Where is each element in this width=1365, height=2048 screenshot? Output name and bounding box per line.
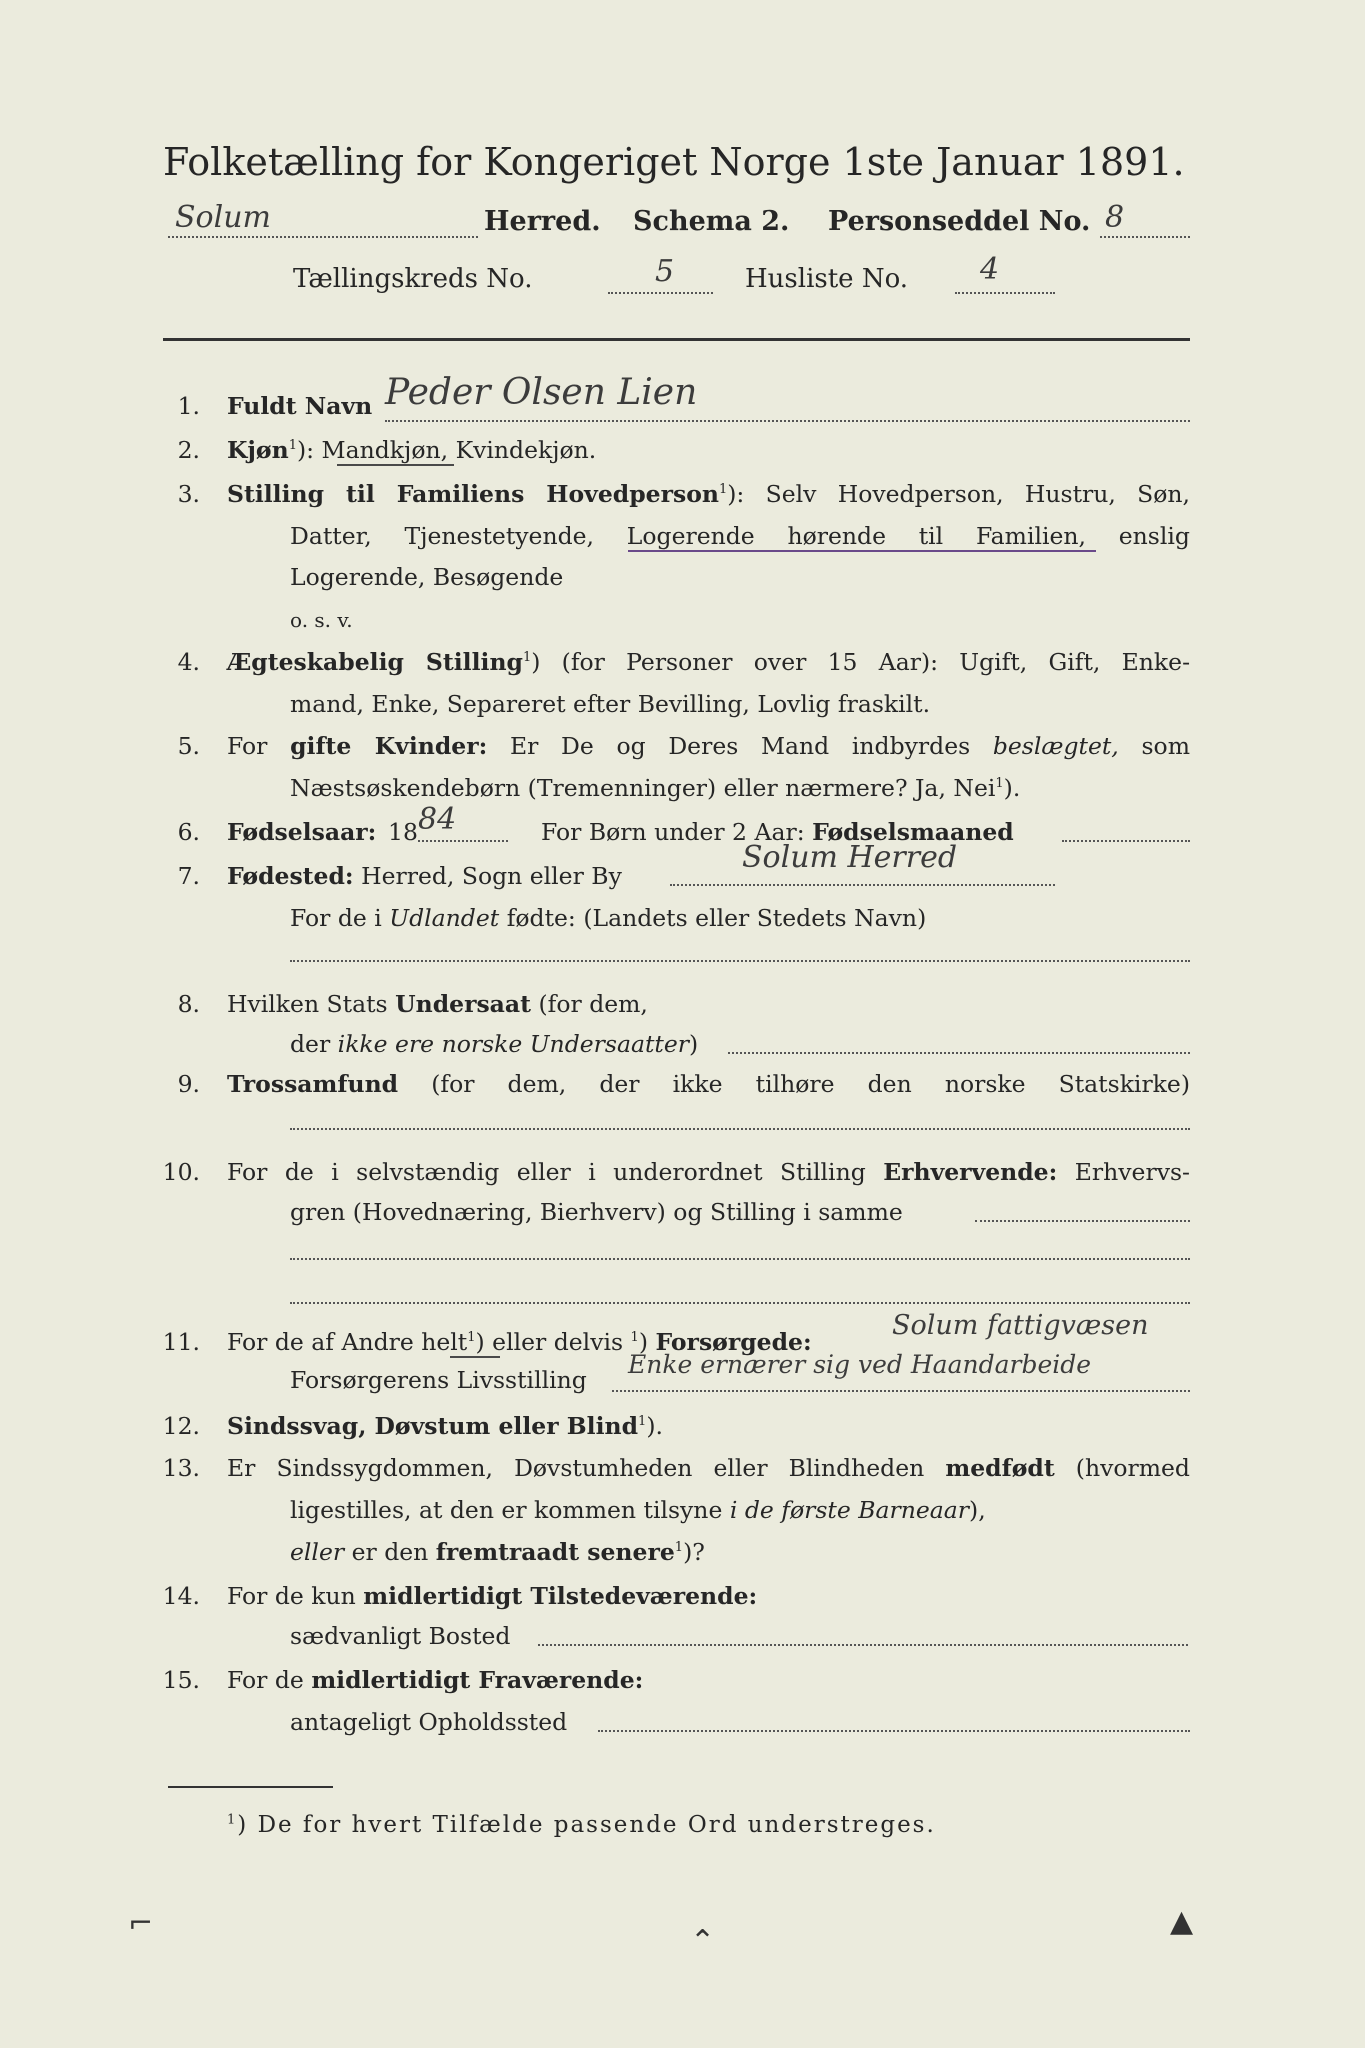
corner-mark-center: ⌃ <box>690 1924 716 1959</box>
item-15-number: 15. <box>162 1666 200 1694</box>
item-10-dotted-line-1 <box>975 1220 1190 1222</box>
item-4-line-2: mand, Enke, Separeret efter Bevilling, Lovlig fraskilt. <box>290 690 931 718</box>
item-2-underline <box>337 464 454 466</box>
item-5-number: 5. <box>177 732 200 760</box>
husliste-dotted-line <box>955 292 1055 294</box>
option-helt: helt <box>421 1328 468 1356</box>
item-9-dotted-line <box>290 1128 1190 1130</box>
item-14-number: 14. <box>162 1582 200 1610</box>
item-7-line-1: Fødested: Herred, Sogn eller By <box>227 862 622 890</box>
item-11-number: 11. <box>162 1328 200 1356</box>
husliste-value: 4 <box>980 252 1000 287</box>
item-15-line-1: For de midlertidigt Fraværende: <box>227 1666 644 1694</box>
item-9-line-1: Trossamfund (for dem, der ikke tilhøre den norske Statskirke) <box>227 1070 1190 1098</box>
footnote: $^1$) De for hvert Tilfælde passende Ord understreges. <box>227 1812 936 1838</box>
herred-label: Herred. <box>484 206 601 237</box>
item-1-name-value: Peder Olsen Lien <box>385 372 698 413</box>
item-8-line-1: Hvilken Stats Undersaat (for dem, <box>227 990 648 1018</box>
item-2-line: Kjøn$^1$): Mandkjøn, Kvindekjøn. <box>227 436 597 464</box>
item-13-number: 13. <box>162 1454 200 1482</box>
item-6-number: 6. <box>177 818 200 846</box>
item-1-dotted-line <box>385 420 1190 422</box>
personseddel-label: Personseddel No. <box>828 206 1091 237</box>
item-6-month-dotted-line <box>1062 840 1190 842</box>
item-11-supported-by-value: Solum fattigvæsen <box>892 1310 1149 1341</box>
herred-value: Solum <box>175 200 271 235</box>
option-mandkjon: Mandkjøn, <box>321 436 449 464</box>
item-8-line-2: der ikke ere norske Undersaatter) <box>290 1030 699 1058</box>
item-1-label: Fuldt Navn <box>227 392 373 420</box>
item-14-line-2: sædvanligt Bosted <box>290 1622 511 1650</box>
footnote-rule <box>168 1786 333 1788</box>
kreds-dotted-line <box>608 292 713 294</box>
item-3-number: 3. <box>177 480 200 508</box>
item-7-dotted-line <box>670 884 1055 886</box>
form-title: Folketælling for Kongeriget Norge 1ste Januar 1891. <box>163 140 1185 184</box>
item-6-rest: For Børn under 2 Aar: Fødselsmaaned <box>541 818 1014 846</box>
schema-label: Schema 2. <box>633 206 790 237</box>
item-10-number: 10. <box>162 1158 200 1186</box>
item-11-underline <box>450 1356 500 1358</box>
item-4-line-1: Ægteskabelig Stilling$^1$) (for Personer over 15 Aar): Ugift, Gift, Enke- <box>227 648 1191 676</box>
item-15-dotted-line <box>598 1730 1190 1732</box>
personseddel-dotted-line <box>1100 236 1190 238</box>
item-3-line-3: Logerende, Besøgende <box>290 563 564 591</box>
item-8-number: 8. <box>177 990 200 1018</box>
item-3-line-1: Stilling til Familiens Hovedperson$^1$): Selv Hovedperson, Hustru, Søn, <box>227 480 1190 508</box>
option-logerende: Logerende <box>626 522 755 550</box>
corner-mark-left: ⌐ <box>128 1906 154 1941</box>
item-4-number: 4. <box>177 648 200 676</box>
item-11-line-1: For de af Andre helt$^1$) eller delvis $^1$) Forsørgede: <box>227 1328 812 1356</box>
item-3-underline <box>628 550 1096 552</box>
item-10-line-2: gren (Hovednæring, Bierhverv) og Stilling i samme <box>290 1198 903 1226</box>
item-11-line-2: Forsørgerens Livsstilling <box>290 1366 587 1394</box>
item-10-line-1: For de i selvstændig eller i underordnet Stilling Erhvervende: Erhvervs- <box>227 1158 1190 1186</box>
item-6-prefix: 18 <box>388 818 418 846</box>
item-9-number: 9. <box>177 1070 200 1098</box>
personseddel-value: 8 <box>1105 200 1125 235</box>
item-13-line-1: Er Sindssygdommen, Døvstumheden eller Blindheden medfødt (hvormed <box>227 1454 1190 1482</box>
item-8-dotted-line <box>728 1052 1190 1054</box>
item-11-dotted-line <box>612 1390 1190 1392</box>
item-6-year-dotted-line <box>418 840 508 842</box>
item-1-number: 1. <box>177 392 200 420</box>
item-7-line-2: For de i Udlandet fødte: (Landets eller Stedets Navn) <box>290 904 927 932</box>
item-12-line-1: Sindssvag, Døvstum eller Blind$^1$). <box>227 1412 663 1440</box>
option-kvindekjon: Kvindekjøn. <box>455 436 597 464</box>
kreds-value: 5 <box>655 254 675 289</box>
item-7-blank-dotted-line <box>290 960 1190 962</box>
item-13-line-2: ligestilles, at den er kommen tilsyne i de første Barneaar), <box>290 1496 986 1524</box>
corner-mark-right: ▲ <box>1170 1904 1194 1939</box>
item-3-line-4: o. s. v. <box>290 608 353 632</box>
header-rule <box>163 338 1190 341</box>
item-7-number: 7. <box>177 862 200 890</box>
item-3-line-2: Datter, Tjenestetyende, Logerende hørende til Familien, enslig <box>290 522 1190 550</box>
item-10-dotted-line-3 <box>290 1302 1190 1304</box>
item-6-year-value: 84 <box>418 802 457 837</box>
item-5-line-1: For gifte Kvinder: Er De og Deres Mand indbyrdes beslægtet, som <box>227 732 1190 760</box>
herred-dotted-line <box>168 236 478 238</box>
husliste-label: Husliste No. <box>745 264 909 294</box>
item-13-line-3: eller er den fremtraadt senere$^1$)? <box>290 1538 705 1566</box>
item-2-number: 2. <box>177 436 200 464</box>
item-12-number: 12. <box>162 1412 200 1440</box>
item-14-line-1: For de kun midlertidigt Tilstedeværende: <box>227 1582 758 1610</box>
item-7-birthplace-value: Solum Herred <box>742 840 958 875</box>
item-11-provider-occupation-value: Enke ernærer sig ved Haandarbeide <box>628 1350 1092 1379</box>
item-15-line-2: antageligt Opholdssted <box>290 1708 568 1736</box>
item-10-dotted-line-2 <box>290 1258 1190 1260</box>
item-6-label: Fødselsaar: <box>227 818 377 846</box>
kreds-label: Tællingskreds No. <box>293 264 533 294</box>
item-5-line-2: Næstsøskendebørn (Tremenninger) eller nærmere? Ja, Nei$^1$). <box>290 774 1021 802</box>
item-14-dotted-line <box>538 1644 1188 1646</box>
